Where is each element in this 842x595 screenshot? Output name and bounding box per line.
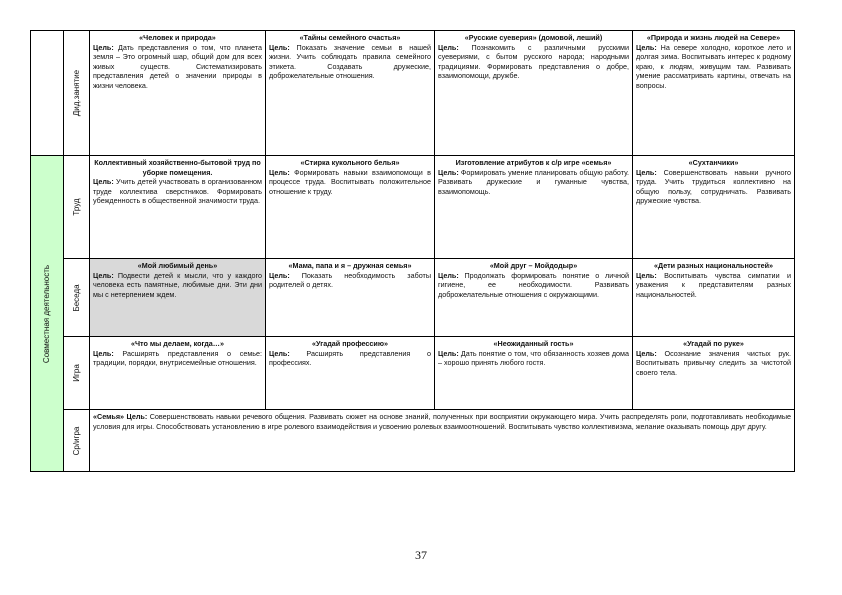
cell-title: Коллективный хозяйственно-бытовой труд по уборке помещения. [94,158,261,177]
cell-text: Показать значение семьи в нашей жизни. Учить соблюдать правила семейного этикета. Создавать дружеские, доброжелательные отношения. [269,42,431,81]
table-cell [266,31,435,156]
table-cell [266,259,435,337]
row-label: Труд [71,198,81,216]
row-label: Дид.занятие [71,69,81,117]
cell-goal: Цель: [636,270,657,280]
cell-text: Подвести детей к мысли, что у каждого человека есть памятные, любимые дни. Эти дни мы с нетерпением ждем. [93,270,262,299]
cell-text: Воспитывать чувства симпатии и уважения к представителям разных национальностей. [636,270,792,299]
table-cell [435,259,633,337]
cell-goal: Цель: [438,270,459,280]
table-row [31,410,795,472]
cell-text: Совершенствовать навыки речевого общения. Развивать сюжет на основе знаний, полученных при восприятии окружающего мира. Учить распределять роли, подготавливать необходимые условия для игры. Способствовать установлению в игре ролевого взаимодействия и усвоению ролевых взаимоотношений. Воспитывать чувство коллективизма, желание оказывать помощь друг другу. [93,412,792,431]
table-row [31,259,795,337]
cell-goal: Цель: [636,348,657,358]
cell-title: «Угадай профессию» [312,339,388,348]
cell-text: Совершенствовать навыки ручного труда. Учить трудиться коллективно на общую пользу, сотрудничать. Развивать дружеские чувства. [636,167,791,206]
table-cell [435,156,633,259]
cell-goal: Цель: [636,167,657,177]
row-label-cell [64,31,90,156]
cell-text: Показать необходимость заботы родителей о детях. [269,270,431,290]
cell-goal: Цель: [438,167,459,177]
table-cell [435,337,633,410]
cell-text: Формировать умение планировать общую работу. Развивать дружеские и гуманные чувства, взаимопомощь. [438,167,630,196]
table-cell [90,337,266,410]
table-row [31,31,795,156]
row-label-cell [64,337,90,410]
table-cell [633,31,795,156]
table-cell [633,259,795,337]
cell-goal: Цель: [636,42,657,52]
cell-text: Дать представления о том, что планета земля – Это огромный шар, общий дом для всех живых существ. Систематизировать представления детей о значении природы в жизни человека. [93,42,262,90]
table-cell [90,259,266,337]
row-label-cell [64,156,90,259]
row-label: Игра [71,364,81,382]
table-cell [633,337,795,410]
cell-goal: Цель: [438,348,459,358]
section-label: Совместная деятельность [42,264,52,363]
cell-text: Расширять представления о семье: традиции, порядки, внутрисемейные отношения. [93,348,262,368]
cell-title: «Человек и природа» [139,33,216,42]
cell-title: «Мой друг – Мойдодыр» [489,261,578,270]
cell-title: «Стирка кукольного белья» [300,158,400,167]
cell-title: «Мама, папа и я – дружная семья» [288,261,412,270]
row-label: Беседа [71,283,81,312]
cell-title: «Семья» [93,412,125,421]
cell-goal: Цель: [93,177,114,187]
cell-goal: Цель: [438,42,459,52]
activity-table [30,30,795,472]
table-row [31,337,795,410]
cell-title: «Русские суеверия» (домовой, леший) [464,33,603,42]
table-row [31,156,795,259]
table-cell [633,156,795,259]
blank-cell [31,31,64,156]
table-cell [90,31,266,156]
cell-goal: Цель: [126,412,148,421]
table-cell [90,156,266,259]
cell-title: «Тайны семейного счастья» [299,33,401,42]
cell-goal: Цель: [93,42,114,52]
cell-title: «Природа и жизнь людей на Севере» [646,33,781,42]
cell-goal: Цель: [269,270,290,280]
row-label: Ср/игра [71,426,81,455]
cell-title: Изготовление атрибутов к с/р игре «семья» [455,158,612,167]
cell-text: Расширять представления о профессиях. [269,348,431,368]
cell-title: «Что мы делаем, когда…» [130,339,224,348]
cell-title: «Неожиданный гость» [493,339,574,348]
cell-text: Формировать навыки взаимопомощи в процессе труда. Воспитывать положительное отношение к труду. [269,167,432,196]
cell-goal: Цель: [93,348,114,358]
section-label-cell [31,156,64,472]
page-number: 37 [415,548,427,562]
cell-text: Дать понятие о том, что обязанность хозяев дома – хорошо принять любого гостя. [438,348,629,368]
cell-title: «Угадай по руке» [683,339,744,348]
table-cell [435,31,633,156]
cell-text: Познакомить с различными русскими суевериями, с бытом русского народа; народными традициями. Формировать представления о добре, взаимопомощи, дружбе. [438,42,629,81]
cell-title: «Сухтанчики» [688,158,739,167]
cell-text: На севере холодно, короткое лето и долгая зима. Воспитывать интерес к родному краю, к людям, живущим там. Развивать умение рассматривать картины, отвечать на вопросы. [636,42,791,90]
cell-goal: Цель: [93,270,114,280]
cell-text: Осознание значения чистых рук. Воспитывать привычку следить за чистотой своего тела. [636,348,792,377]
cell-goal: Цель: [269,42,290,52]
cell-text: Продолжать формировать понятие о личной гигиене, ее необходимости. Развивать доброжелательные отношения с окружающими. [438,270,629,299]
row-label-cell [64,259,90,337]
table-cell [266,156,435,259]
cell-goal: Цель: [269,348,290,358]
row-label-cell [64,410,90,472]
cell-goal: Цель: [269,167,290,177]
cell-text: Учить детей участвовать в организованном труде коллектива сверстников. Формировать убежденность в общественной значимости труда. [93,177,262,206]
table-cell [90,410,795,472]
table-cell [266,337,435,410]
cell-title: «Дети разных национальностей» [653,261,774,270]
cell-title: «Мой любимый день» [137,261,218,270]
